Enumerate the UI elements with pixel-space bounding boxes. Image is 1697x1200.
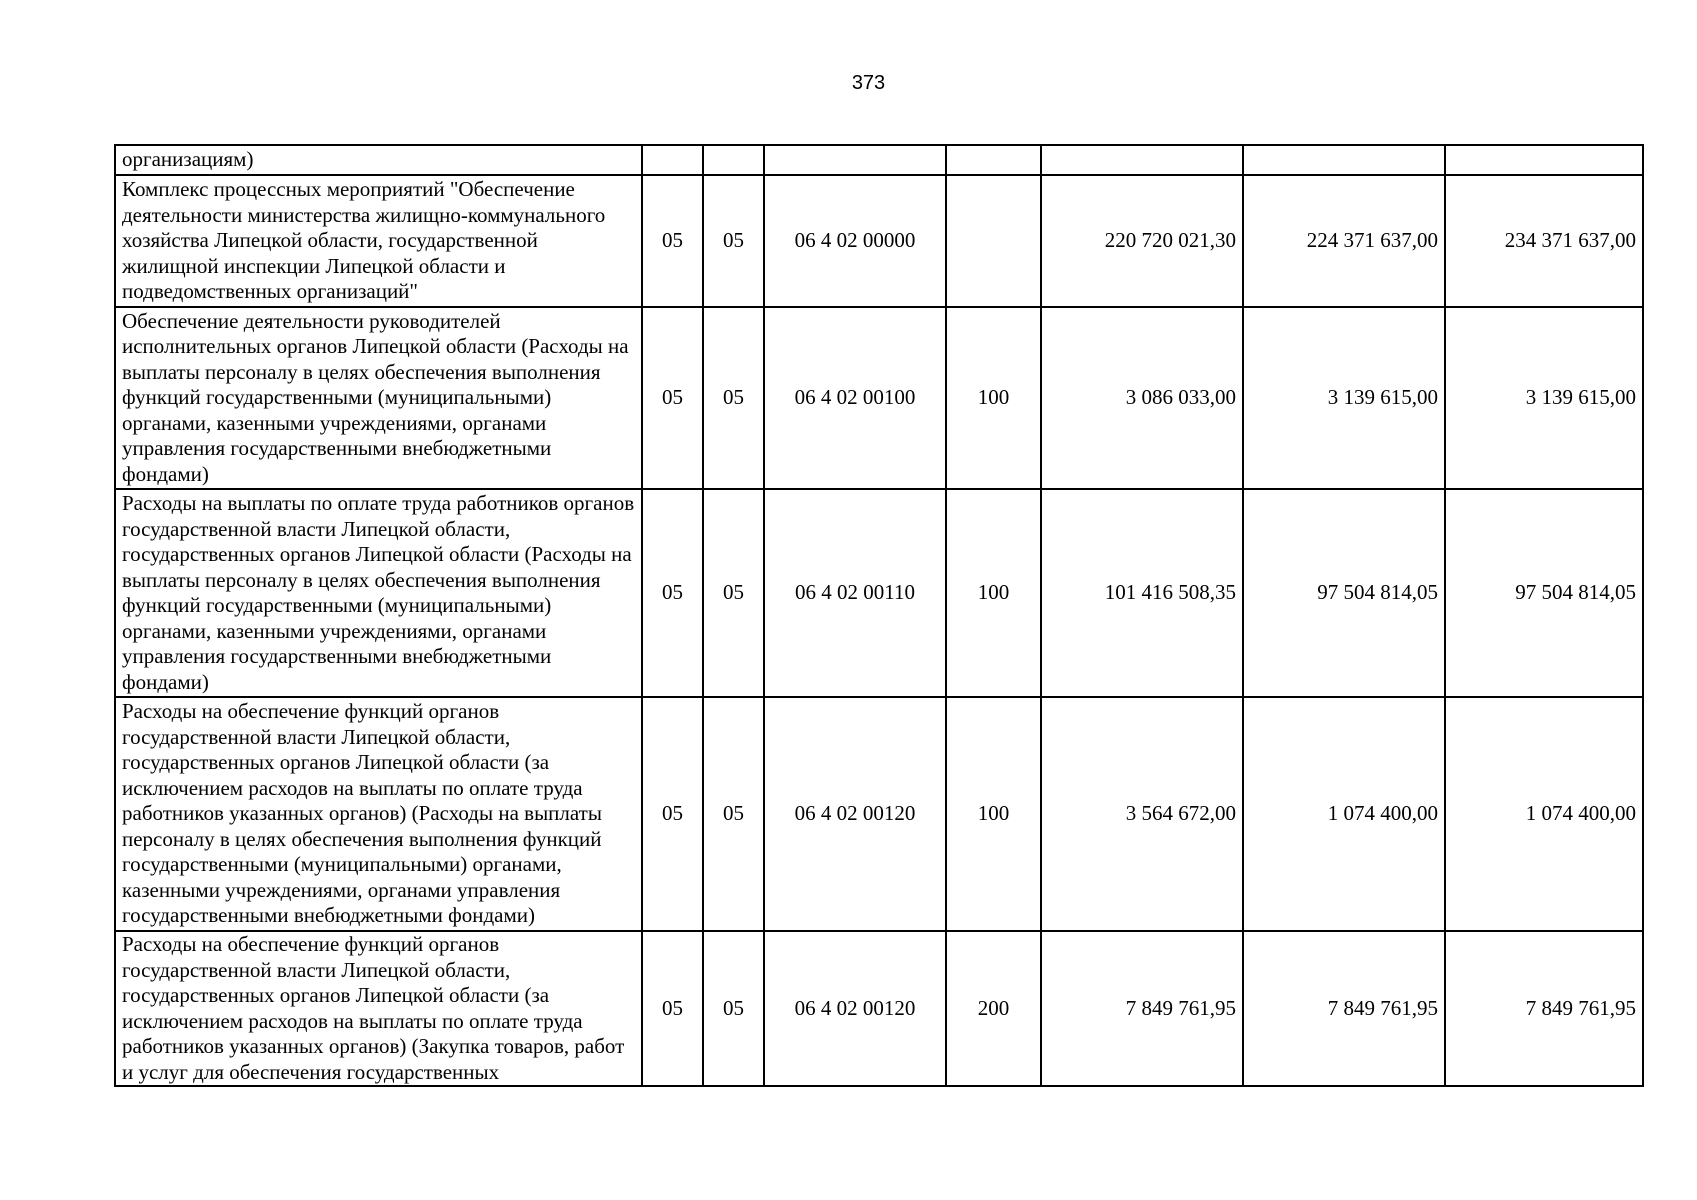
- table-row: [115, 931, 1643, 1086]
- target-article-code: 06 4 02 00120: [764, 931, 946, 1086]
- table-row: [115, 489, 1643, 697]
- table-row: [115, 697, 1643, 931]
- amount-year-1: 220 720 021,30: [1041, 175, 1243, 307]
- expense-type-code: [946, 145, 1041, 175]
- subsection-code: [703, 145, 764, 175]
- expense-type-code: 100: [946, 489, 1041, 697]
- subsection-code: 05: [703, 175, 764, 307]
- target-article-code: 06 4 02 00110: [764, 489, 946, 697]
- amount-year-2: 1 074 400,00: [1243, 697, 1445, 931]
- row-description: Обеспечение деятельности руководителей исполнительных органов Липецкой области (Расходы на выплаты персоналу в целях обеспечения выполнения функций государственными (муниципальными) органами, казенными учреждениями, органами управления государственными внебюджетными фондами): [115, 307, 642, 489]
- section-code: 05: [642, 697, 703, 931]
- section-code: 05: [642, 489, 703, 697]
- expense-type-code: [946, 175, 1041, 307]
- amount-year-3: 234 371 637,00: [1445, 175, 1643, 307]
- amount-year-1: 3 564 672,00: [1041, 697, 1243, 931]
- row-description-cell: [115, 931, 642, 1086]
- section-code: 05: [642, 931, 703, 1086]
- amount-year-3: [1445, 145, 1643, 175]
- table-row: [115, 145, 1643, 175]
- amount-year-1: 3 086 033,00: [1041, 307, 1243, 489]
- amount-year-1: [1041, 145, 1243, 175]
- table-row: [115, 307, 1643, 489]
- amount-year-1: 7 849 761,95: [1041, 931, 1243, 1086]
- subsection-code: 05: [703, 489, 764, 697]
- target-article-code: [764, 145, 946, 175]
- amount-year-2: [1243, 145, 1445, 175]
- amount-year-3: 3 139 615,00: [1445, 307, 1643, 489]
- row-description: организациям): [115, 145, 642, 175]
- subsection-code: 05: [703, 931, 764, 1086]
- amount-year-2: 7 849 761,95: [1243, 931, 1445, 1086]
- table-row: [115, 175, 1643, 307]
- expense-type-code: 100: [946, 697, 1041, 931]
- amount-year-2: 224 371 637,00: [1243, 175, 1445, 307]
- amount-year-3: 7 849 761,95: [1445, 931, 1643, 1086]
- target-article-code: 06 4 02 00120: [764, 697, 946, 931]
- row-description: Комплекс процессных мероприятий "Обеспечение деятельности министерства жилищно-коммунального хозяйства Липецкой области, государственной жилищной инспекции Липецкой области и подведомственных организаций": [115, 175, 642, 307]
- budget-table: [114, 144, 1644, 1087]
- row-description: Расходы на обеспечение функций органов государственной власти Липецкой области, государственных органов Липецкой области (за исключением расходов на выплаты по оплате труда работников указанных органов) (Расходы на выплаты персоналу в целях обеспечения выполнения функций государственными (муниципальными) органами, казенными учреждениями, органами управления государственными внебюджетными фондами): [115, 697, 642, 931]
- expense-type-code: 200: [946, 931, 1041, 1086]
- amount-year-2: 97 504 814,05: [1243, 489, 1445, 697]
- amount-year-1: 101 416 508,35: [1041, 489, 1243, 697]
- amount-year-3: 97 504 814,05: [1445, 489, 1643, 697]
- row-description: Расходы на выплаты по оплате труда работников органов государственной власти Липецкой области, государственных органов Липецкой области (Расходы на выплаты персоналу в целях обеспечения выполнения функций государственными (муниципальными) органами, казенными учреждениями, органами управления государственными внебюджетными фондами): [115, 489, 642, 697]
- section-code: 05: [642, 175, 703, 307]
- section-code: 05: [642, 307, 703, 489]
- amount-year-2: 3 139 615,00: [1243, 307, 1445, 489]
- page-number: 373: [851, 72, 886, 94]
- subsection-code: 05: [703, 307, 764, 489]
- amount-year-3: 1 074 400,00: [1445, 697, 1643, 931]
- section-code: [642, 145, 703, 175]
- subsection-code: 05: [703, 697, 764, 931]
- expense-type-code: 100: [946, 307, 1041, 489]
- target-article-code: 06 4 02 00100: [764, 307, 946, 489]
- target-article-code: 06 4 02 00000: [764, 175, 946, 307]
- row-description: Расходы на обеспечение функций органов государственной власти Липецкой области, государственных органов Липецкой области (за исключением расходов на выплаты по оплате труда работников указанных органов) (Закупка товаров, работ и услуг для обеспечения государственных: [122, 932, 625, 1084]
